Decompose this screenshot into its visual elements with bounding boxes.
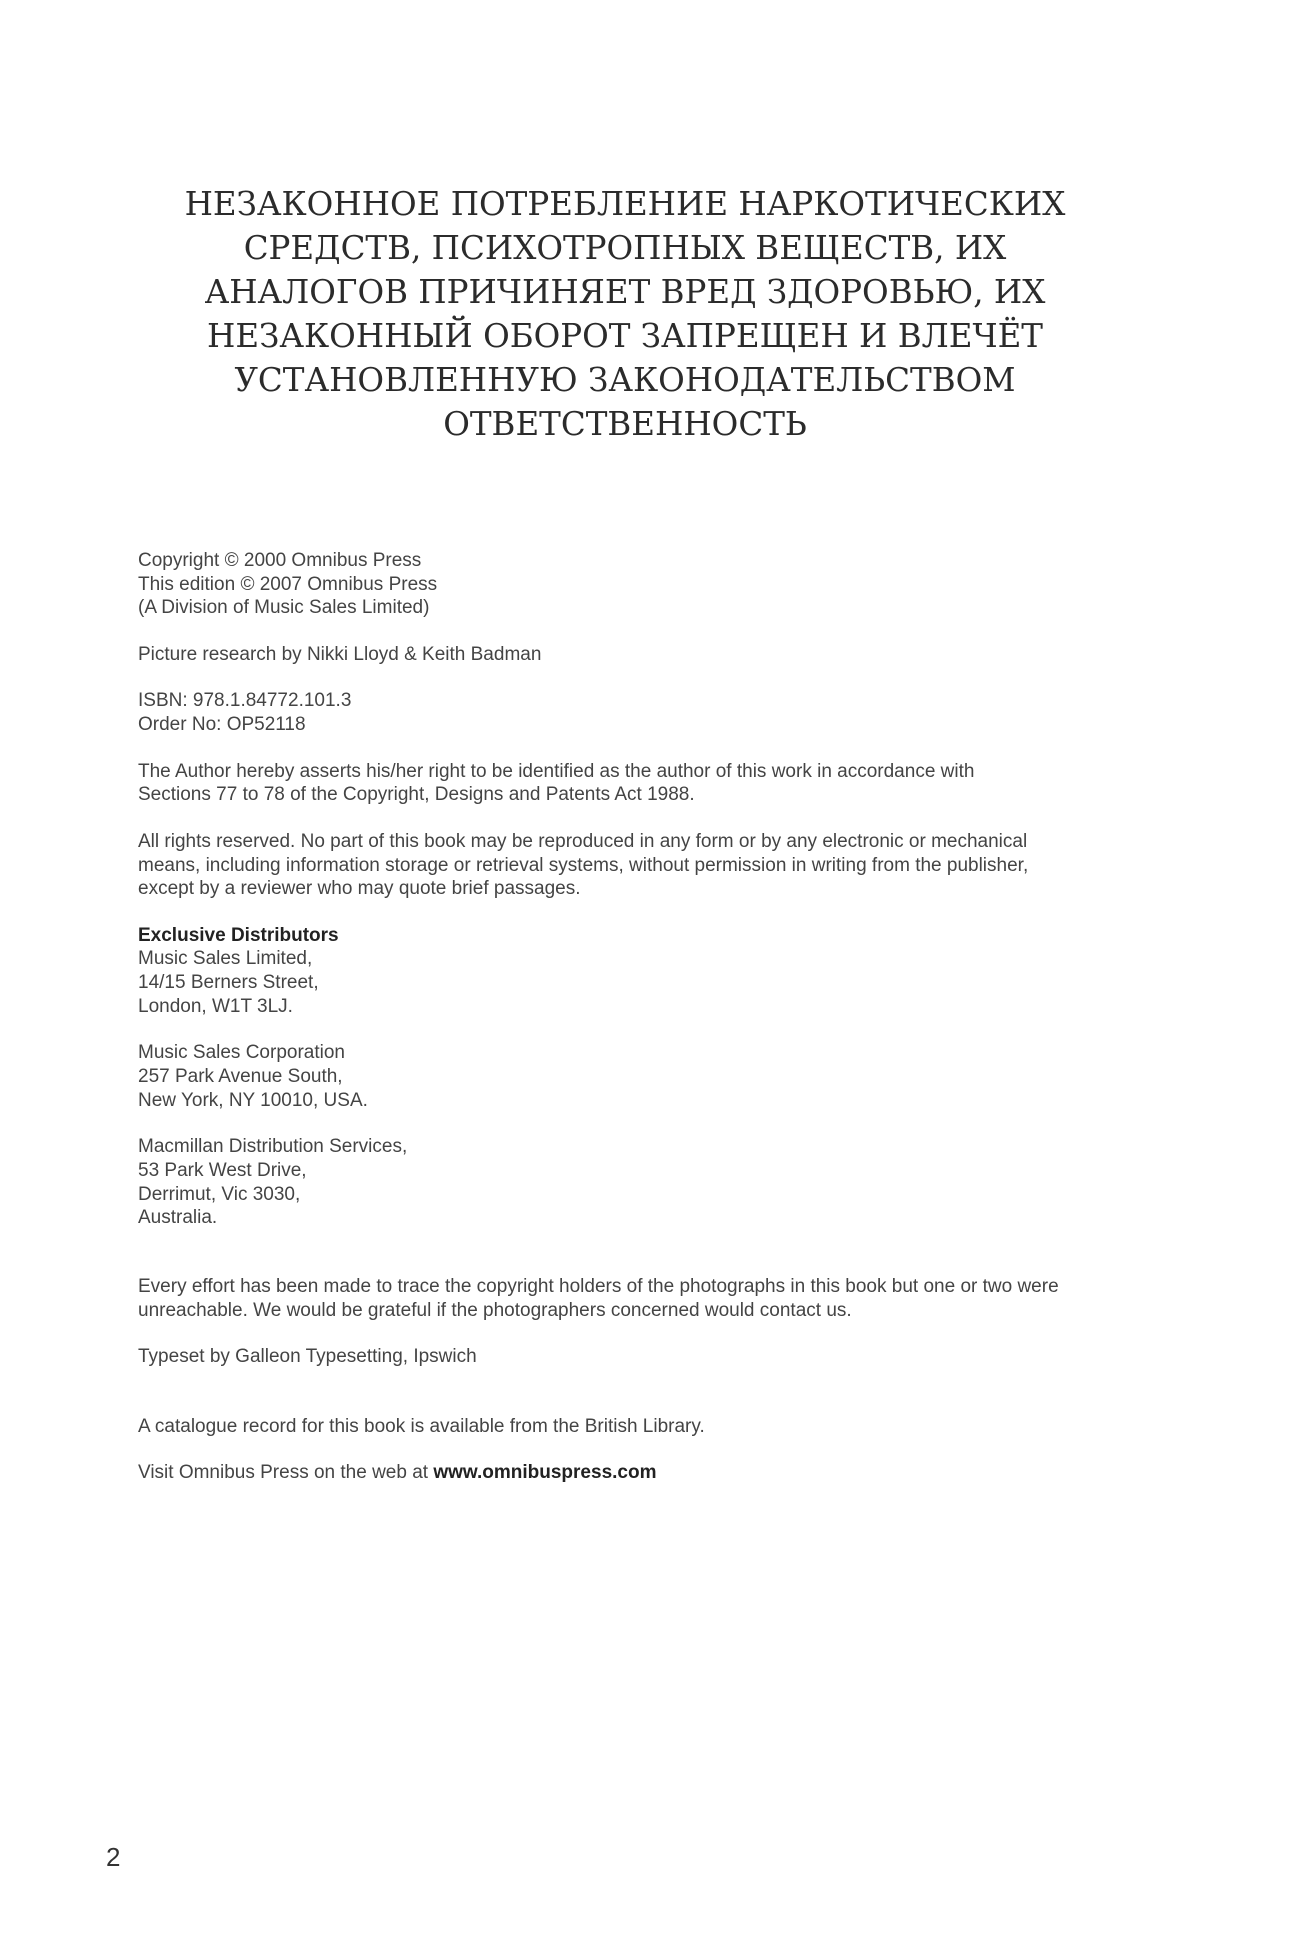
all-rights-block (138, 830, 1158, 901)
picture-research-line: Picture research by Nikki Lloyd & Keith Badman (138, 643, 542, 665)
catalogue-block (138, 1415, 1158, 1439)
author-rights-block (138, 760, 1158, 807)
warning-line: АНАЛОГОВ ПРИЧИНЯЕТ ВРЕД ЗДОРОВЬЮ, ИХ (204, 273, 1046, 311)
all-rights-line: All rights reserved. No part of this book may be reproduced in any form or by any electronic or mechanical (138, 830, 1028, 852)
address-line: Music Sales Limited, (138, 948, 313, 970)
distributors-heading: Exclusive Distributors (138, 924, 339, 946)
typeset-block (138, 1345, 1158, 1369)
all-rights-line: except by a reviewer who may quote brief passages. (138, 878, 581, 900)
catalogue-line: A catalogue record for this book is available from the British Library. (138, 1415, 705, 1437)
warning-line: НЕЗАКОННЫЙ ОБОРОТ ЗАПРЕЩЕН И ВЛЕЧЁТ (207, 317, 1043, 355)
photographs-notice-block (138, 1275, 1158, 1322)
warning-line: СРЕДСТВ, ПСИХОТРОПНЫХ ВЕЩЕСТВ, ИХ (243, 229, 1007, 267)
copyright-block (138, 549, 1158, 620)
distributor-music-sales-limited (138, 924, 1158, 1019)
address-line: 257 Park Avenue South, (138, 1066, 343, 1088)
website-prefix: Visit Omnibus Press on the web at (138, 1462, 434, 1484)
warning-line: ОТВЕТСТВЕННОСТЬ (443, 405, 807, 443)
page-number: 2 (106, 1842, 121, 1872)
photographs-notice-line: Every effort has been made to trace the copyright holders of the photographs in this book but one or two were (138, 1276, 1059, 1298)
address-line: 14/15 Berners Street, (138, 972, 319, 994)
isbn-block (138, 689, 1158, 736)
website-block (138, 1461, 1158, 1485)
distributor-macmillan (138, 1135, 1158, 1230)
address-line: Australia. (138, 1207, 218, 1229)
distributor-music-sales-corporation (138, 1041, 1158, 1112)
photographs-notice-line: unreachable. We would be grateful if the photographers concerned would contact us. (138, 1299, 852, 1321)
address-line: Derrimut, Vic 3030, (138, 1183, 301, 1205)
order-number-line: Order No: OP52118 (138, 714, 306, 736)
legal-warning (160, 182, 1090, 446)
address-line: London, W1T 3LJ. (138, 995, 293, 1017)
address-line: 53 Park West Drive, (138, 1159, 307, 1181)
all-rights-line: means, including information storage or retrieval systems, without permission in writing from the publisher, (138, 854, 1029, 876)
address-line: Music Sales Corporation (138, 1042, 345, 1064)
copyright-line: (A Division of Music Sales Limited) (138, 597, 430, 619)
imprint-section (138, 549, 1158, 1508)
copyright-line: This edition © 2007 Omnibus Press (138, 573, 438, 595)
warning-line: УСТАНОВЛЕННУЮ ЗАКОНОДАТЕЛЬСТВОМ (234, 361, 1016, 399)
address-line: New York, NY 10010, USA. (138, 1089, 368, 1111)
copyright-line: Copyright © 2000 Omnibus Press (138, 550, 422, 571)
author-rights-line: The Author hereby asserts his/her right to be identified as the author of this work in accordance with (138, 760, 975, 782)
address-line: Macmillan Distribution Services, (138, 1136, 408, 1158)
typeset-line: Typeset by Galleon Typesetting, Ipswich (138, 1346, 477, 1368)
isbn-line: ISBN: 978.1.84772.101.3 (138, 690, 352, 712)
picture-research-block (138, 643, 1158, 667)
warning-line: НЕЗАКОННОЕ ПОТРЕБЛЕНИЕ НАРКОТИЧЕСКИХ (184, 185, 1066, 223)
author-rights-line: Sections 77 to 78 of the Copyright, Designs and Patents Act 1988. (138, 784, 695, 806)
website-link[interactable]: www.omnibuspress.com (433, 1462, 657, 1484)
website-line (138, 1461, 1158, 1485)
